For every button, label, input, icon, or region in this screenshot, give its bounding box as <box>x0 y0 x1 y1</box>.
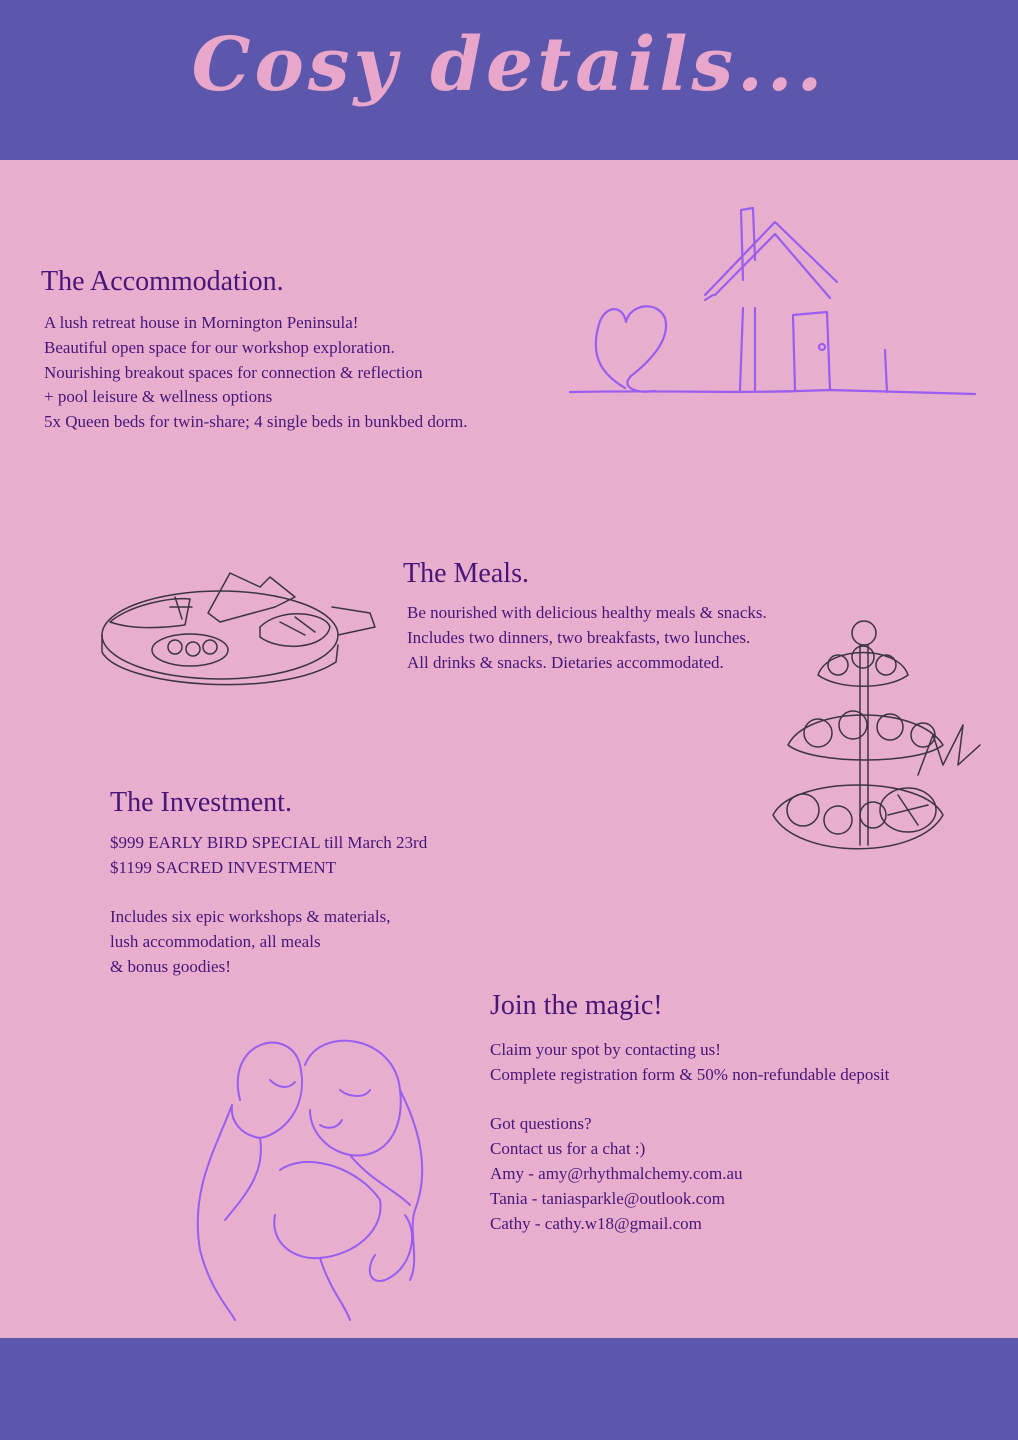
join-heading: Join the magic! <box>490 990 663 1021</box>
investment-heading: The Investment. <box>110 787 292 818</box>
join-text <box>490 1038 889 1236</box>
fruit-stand-sketch-icon <box>768 615 988 865</box>
meals-line: Includes two dinners, two breakfasts, two lunches. <box>407 627 751 647</box>
investment-line: & bonus goodies! <box>110 956 231 976</box>
investment-line: lush accommodation, all meals <box>110 932 321 952</box>
join-line: Contact us for a chat :) <box>490 1139 646 1159</box>
page-title: Cosy details... <box>191 22 827 108</box>
accommodation-heading: The Accommodation. <box>41 266 284 297</box>
investment-line: $1199 SACRED INVESTMENT <box>110 857 337 877</box>
accommodation-line: Nourishing breakout spaces for connection & reflection <box>44 362 423 382</box>
join-line: Got questions? <box>490 1114 592 1134</box>
house-heart-line-art-icon <box>565 200 980 405</box>
accommodation-text <box>44 311 468 435</box>
join-line: Tania - taniasparkle@outlook.com <box>490 1188 725 1208</box>
investment-line: Includes six epic workshops & materials, <box>110 907 391 927</box>
meals-line: Be nourished with delicious healthy meals & snacks. <box>407 603 767 622</box>
investment-text <box>110 831 427 980</box>
header-band <box>0 0 1018 160</box>
hugging-women-line-art-icon <box>170 1020 460 1325</box>
join-line: Cathy - cathy.w18@gmail.com <box>490 1213 702 1233</box>
charcuterie-board-sketch-icon <box>100 567 380 702</box>
join-line: Complete registration form & 50% non-refundable deposit <box>490 1064 890 1084</box>
investment-line: $999 EARLY BIRD SPECIAL till March 23rd <box>110 833 428 852</box>
footer-band <box>0 1338 1018 1440</box>
join-line: Claim your spot by contacting us! <box>490 1040 721 1059</box>
join-line <box>490 1088 889 1113</box>
join-line: Amy - amy@rhythmalchemy.com.au <box>490 1163 743 1183</box>
investment-line <box>110 881 427 906</box>
accommodation-line: A lush retreat house in Mornington Peninsula! <box>44 313 359 332</box>
meals-line: All drinks & snacks. Dietaries accommodated. <box>407 652 724 672</box>
meals-heading: The Meals. <box>403 558 529 589</box>
accommodation-line: + pool leisure & wellness options <box>44 387 273 407</box>
meals-text <box>407 601 767 675</box>
accommodation-line: 5x Queen beds for twin-share; 4 single beds in bunkbed dorm. <box>44 412 468 432</box>
accommodation-line: Beautiful open space for our workshop exploration. <box>44 337 395 357</box>
